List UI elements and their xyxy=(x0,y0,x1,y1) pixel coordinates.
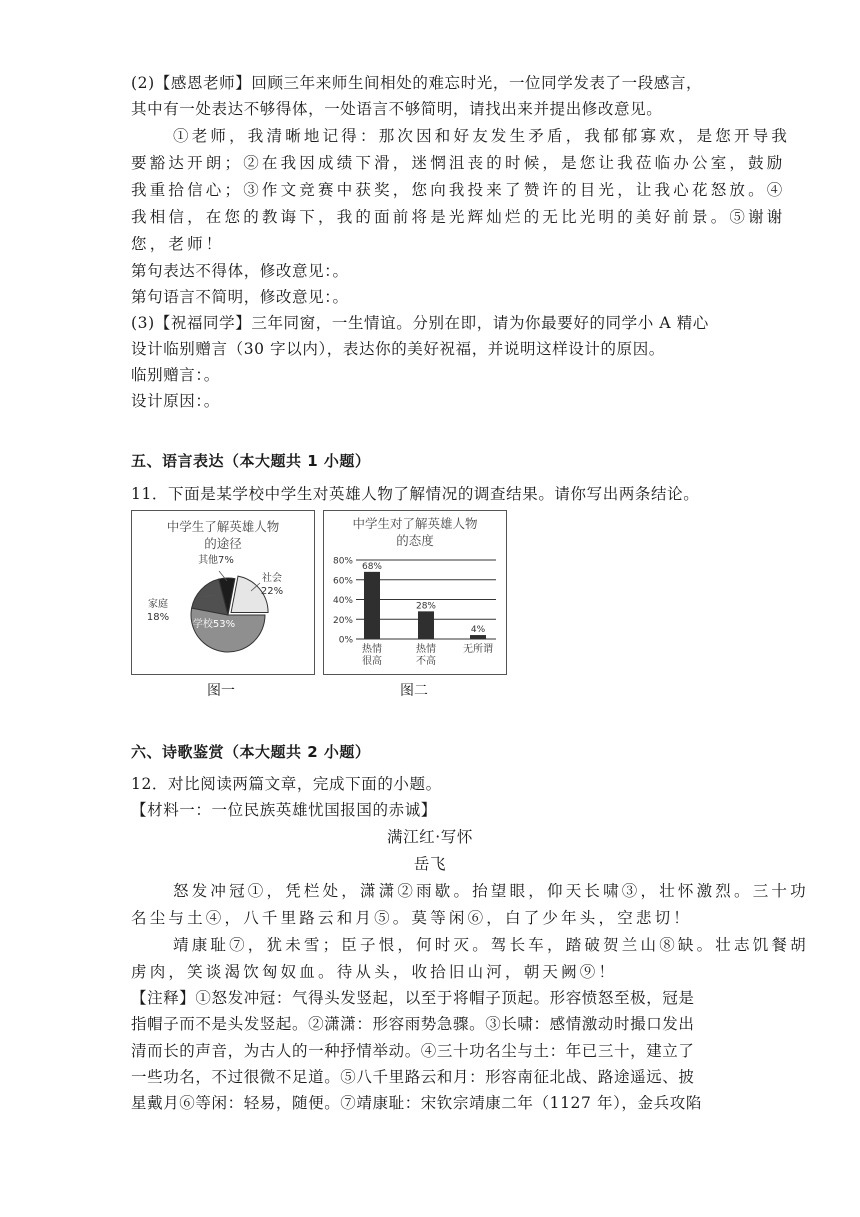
pie-label-2: 其他7% xyxy=(198,555,234,566)
note-line2: 指帽子而不是头发竖起。②潇潇：形容雨势急骤。③长啸：感情激动时撮口发出 xyxy=(131,1015,695,1033)
answer-line-appropriateness: 第句表达不得体，修改意见：。 xyxy=(131,262,349,280)
pie-label-3: 社会 xyxy=(262,573,282,584)
q11-prompt: 11．下面是某学校中学生对英雄人物了解情况的调查结果。请你写出两条结论。 xyxy=(131,485,700,503)
bar-category-label-1-1: 不高 xyxy=(416,656,436,667)
q10-part2-intro-line1: (2)【感恩老师】回顾三年来师生间相处的难忘时光，一位同学发表了一段感言， xyxy=(131,74,703,92)
bar-category-label-2-0: 无所谓 xyxy=(463,644,493,655)
quote-line2: 要豁达开朗；②在我因成绩下滑，迷惘沮丧的时候，是您让我莅临办公室，鼓励 xyxy=(131,154,786,172)
figure1-caption: 图一 xyxy=(207,683,235,699)
bar-2 xyxy=(470,635,486,639)
bar-ytick-label-4: 80% xyxy=(332,556,353,567)
answer-line-reason: 设计原因：。 xyxy=(131,392,220,410)
quote-line5: 您，老师！ xyxy=(131,235,225,253)
bar-ytick-label-1: 20% xyxy=(332,615,353,626)
poem-author: 岳飞 xyxy=(413,855,447,873)
pie-label-0: 学校53% xyxy=(192,619,236,630)
bar-value-label-0: 68% xyxy=(361,561,383,572)
section6-heading: 六、诗歌鉴赏（本大题共 2 小题） xyxy=(131,743,371,761)
q12-prompt: 12．对比阅读两篇文章，完成下面的小题。 xyxy=(131,775,442,793)
pie-title-line2: 的途径 xyxy=(204,536,242,551)
pie-value-1: 18% xyxy=(146,612,170,623)
pie-label-1: 家庭 xyxy=(148,599,168,610)
bar-title-line2: 的态度 xyxy=(396,533,434,548)
bar-1 xyxy=(418,611,434,639)
q10-part3-intro-line2: 设计临别赠言（30 字以内），表达你的美好祝福，并说明这样设计的原因。 xyxy=(131,340,665,358)
pie-title-line1: 中学生了解英雄人物 xyxy=(166,519,280,534)
note-line5: 星戴月⑥等闲：轻易，随便。⑦靖康耻：宋钦宗靖康二年（1127 年），金兵攻陷 xyxy=(131,1094,702,1112)
bar-0 xyxy=(364,572,380,639)
material1-heading: 【材料一：一位民族英雄忧国报国的赤诚】 xyxy=(131,801,437,819)
poem-line3: 靖康耻⑦，犹未雪；臣子恨，何时灭。驾长车，踏破贺兰山⑧缺。壮志饥餐胡 xyxy=(173,936,809,954)
q10-part2-intro-line2: 其中有一处表达不够得体，一处语言不够简明，请找出来并提出修改意见。 xyxy=(131,100,663,118)
quote-line3: 我重拾信心；③作文竞赛中获奖，您向我投来了赞许的目光，让我心花怒放。④ xyxy=(131,181,786,199)
bar-ytick-label-2: 40% xyxy=(332,596,353,606)
answer-line-farewell: 临别赠言：。 xyxy=(131,366,220,384)
poem-line4: 虏肉，笑谈渴饮匈奴血。待从头，收拾旧山河，朝天阙⑨！ xyxy=(131,963,618,981)
quote-line1: ①老师，我清晰地记得：那次因和好友发生矛盾，我郁郁寡欢，是您开导我 xyxy=(173,127,791,145)
section5-heading: 五、语言表达（本大题共 1 小题） xyxy=(131,452,371,470)
bar-value-label-2: 4% xyxy=(470,625,486,636)
poem-title: 满江红·写怀 xyxy=(386,828,474,846)
bar-category-label-1-0: 热情 xyxy=(416,644,436,655)
answer-line-conciseness: 第句语言不简明，修改意见：。 xyxy=(131,288,349,306)
bar-category-label-0-0: 热情 xyxy=(362,644,382,655)
figure2-box xyxy=(323,510,507,675)
q10-part3-intro-line1: (3)【祝福同学】三年同窗，一生情谊。分别在即，请为你最要好的同学小 A 精心 xyxy=(131,314,709,332)
bar-title-line1: 中学生对了解英雄人物 xyxy=(352,516,478,531)
figure1-box xyxy=(131,510,315,675)
pie-chart xyxy=(132,511,314,674)
note-line3: 清而长的声音，为古人的一种抒情举动。④三十功名尘与土：年已三十，建立了 xyxy=(131,1042,695,1060)
note-line4: 一些功名，不过很微不足道。⑤八千里路云和月：形容南征北战、路途遥远、披 xyxy=(131,1068,695,1086)
poem-line1: 怒发冲冠①，凭栏处，潇潇②雨歇。抬望眼，仰天长啸③，壮怀激烈。三十功 xyxy=(173,882,809,900)
bar-ytick-label-3: 60% xyxy=(332,576,353,587)
bar-value-label-1: 28% xyxy=(415,601,437,612)
poem-line2: 名尘与土④，八千里路云和月⑤。莫等闲⑥，白了少年头，空悲切！ xyxy=(131,909,693,927)
bar-chart xyxy=(324,511,506,674)
bar-ytick-label-0: 0% xyxy=(338,635,353,646)
figure2-caption: 图二 xyxy=(400,683,428,699)
bar-category-label-0-1: 很高 xyxy=(362,656,382,667)
quote-line4: 我相信，在您的教诲下，我的面前将是光辉灿烂的无比光明的美好前景。⑤谢谢 xyxy=(131,208,786,226)
pie-value-3: 22% xyxy=(260,586,284,597)
note-line1: 【注释】①怒发冲冠：气得头发竖起，以至于将帽子顶起。形容愤怒至极，冠是 xyxy=(131,989,695,1007)
